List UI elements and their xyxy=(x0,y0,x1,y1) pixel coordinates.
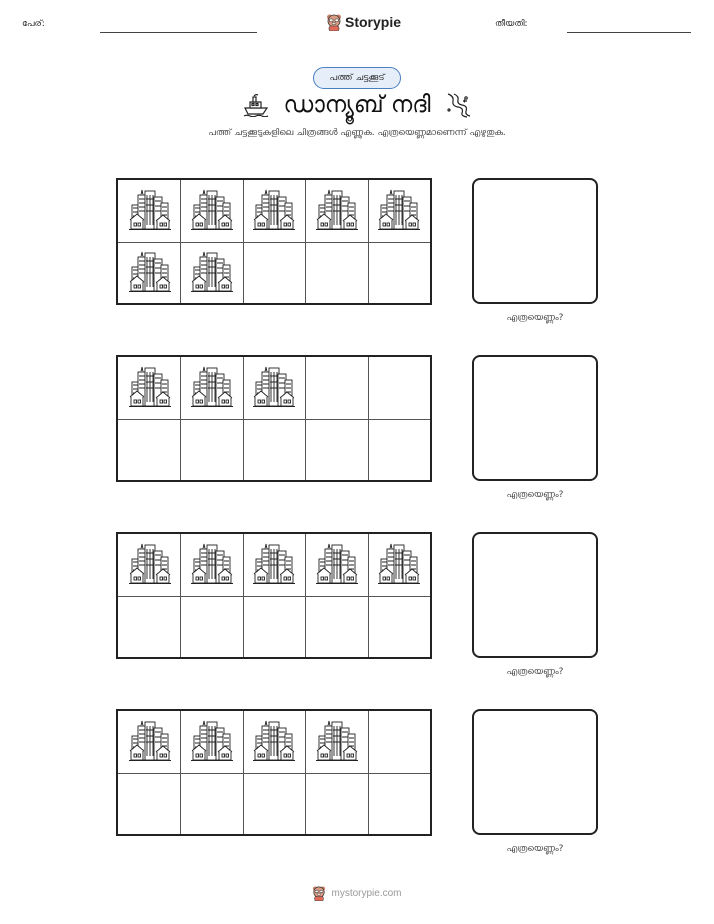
count-question: എത്രയെണ്ണം? xyxy=(506,490,564,500)
city-buildings-icon xyxy=(316,187,358,235)
city-buildings-icon xyxy=(129,541,171,589)
city-buildings-icon xyxy=(191,187,233,235)
frame-cell xyxy=(180,419,243,481)
frame-cell xyxy=(243,711,306,773)
instruction-text: പത്ത് ചട്ടക്കൂടുകളിലെ ചിത്രങ്ങൾ എണ്ണുക. എത്രയെണ്ണമാണെന്ന് എഴുതുക. xyxy=(208,128,506,138)
river-icon xyxy=(445,92,471,118)
frame-cell xyxy=(180,357,243,419)
bear-mascot-icon xyxy=(326,13,342,31)
frame-cell xyxy=(118,419,181,481)
brand-name: Storypie xyxy=(345,14,402,30)
date-line[interactable] xyxy=(567,32,691,33)
frame-cell xyxy=(368,180,431,242)
city-buildings-icon xyxy=(191,718,233,766)
frame-cell xyxy=(118,596,181,658)
name-line[interactable] xyxy=(100,32,257,33)
city-buildings-icon xyxy=(129,718,171,766)
ten-frame xyxy=(116,532,432,659)
frame-cell xyxy=(180,180,243,242)
brand-logo xyxy=(326,13,401,31)
city-buildings-icon xyxy=(129,187,171,235)
frame-cell xyxy=(305,711,368,773)
city-buildings-icon xyxy=(191,249,233,297)
frame-cell xyxy=(118,242,181,304)
frame-cell xyxy=(118,534,181,596)
frame-cell xyxy=(243,180,306,242)
city-buildings-icon xyxy=(253,187,295,235)
frame-cell xyxy=(243,773,306,835)
count-question: എത്രയെണ്ണം? xyxy=(506,844,564,854)
frame-cell xyxy=(118,711,181,773)
frame-cell xyxy=(180,711,243,773)
frame-cell xyxy=(305,596,368,658)
frame-cell xyxy=(305,357,368,419)
boat-icon xyxy=(243,93,269,117)
city-buildings-icon xyxy=(191,364,233,412)
answer-box[interactable] xyxy=(472,532,598,658)
ten-frame xyxy=(116,709,432,836)
date-label: തീയതി: xyxy=(495,19,528,29)
footer-url[interactable]: mystorypie.com xyxy=(331,887,402,899)
city-buildings-icon xyxy=(129,249,171,297)
city-buildings-icon xyxy=(378,541,420,589)
frame-cell xyxy=(118,180,181,242)
name-label: പേര്: xyxy=(22,19,45,29)
page-title: ഡാന്യൂബ് നദി xyxy=(283,92,431,118)
answer-box[interactable] xyxy=(472,178,598,304)
frame-cell xyxy=(305,180,368,242)
answer-box[interactable] xyxy=(472,709,598,835)
title-row xyxy=(0,92,714,118)
frame-cell xyxy=(243,419,306,481)
city-buildings-icon xyxy=(253,541,295,589)
city-buildings-icon xyxy=(129,364,171,412)
city-buildings-icon xyxy=(191,541,233,589)
frame-cell xyxy=(305,242,368,304)
frame-cell xyxy=(368,773,431,835)
frame-cell xyxy=(368,596,431,658)
frame-cell xyxy=(368,242,431,304)
city-buildings-icon xyxy=(253,364,295,412)
city-buildings-icon xyxy=(316,541,358,589)
frame-cell xyxy=(118,773,181,835)
city-buildings-icon xyxy=(253,718,295,766)
frame-cell xyxy=(305,419,368,481)
frame-cell xyxy=(243,357,306,419)
ten-frame xyxy=(116,355,432,482)
answer-box[interactable] xyxy=(472,355,598,481)
frame-cell xyxy=(368,419,431,481)
frame-cell xyxy=(180,596,243,658)
frame-cell xyxy=(305,773,368,835)
topic-badge: പത്ത് ചട്ടക്കൂട് xyxy=(313,67,401,89)
frame-cell xyxy=(243,596,306,658)
city-buildings-icon xyxy=(316,718,358,766)
frame-cell xyxy=(368,534,431,596)
count-question: എത്രയെണ്ണം? xyxy=(506,313,564,323)
footer xyxy=(0,885,714,901)
city-buildings-icon xyxy=(378,187,420,235)
frame-cell xyxy=(305,534,368,596)
frame-cell xyxy=(243,242,306,304)
ten-frame xyxy=(116,178,432,305)
frame-cell xyxy=(180,534,243,596)
frame-cell xyxy=(180,773,243,835)
frame-cell xyxy=(180,242,243,304)
bear-mascot-icon xyxy=(312,885,326,901)
frame-cell xyxy=(368,357,431,419)
frame-cell xyxy=(118,357,181,419)
count-question: എത്രയെണ്ണം? xyxy=(506,667,564,677)
frame-cell xyxy=(243,534,306,596)
frame-cell xyxy=(368,711,431,773)
